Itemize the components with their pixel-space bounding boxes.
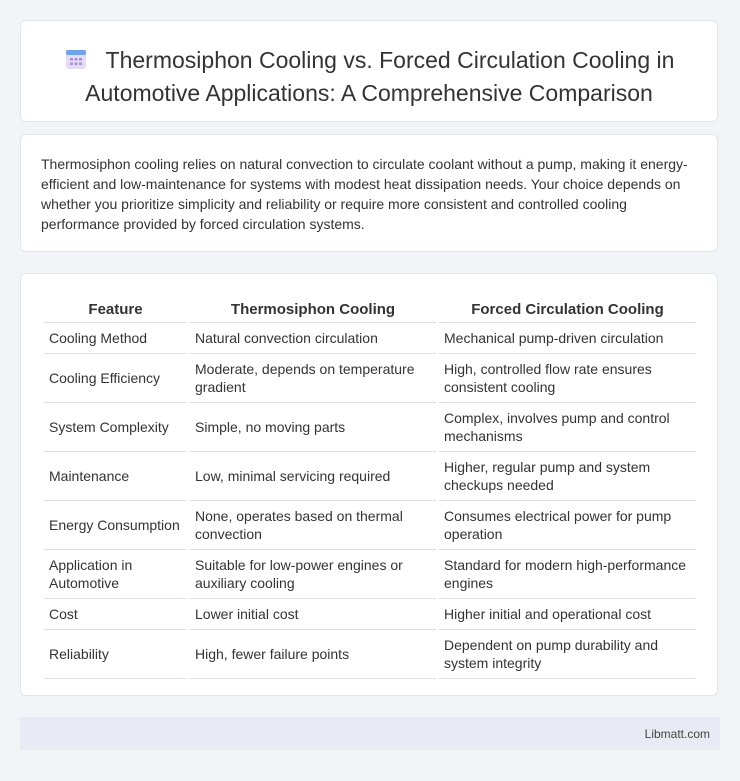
- thermosiphon-cell: None, operates based on thermal convection: [190, 500, 436, 549]
- table-row: [44, 629, 696, 679]
- forced-circulation-cell: High, controlled flow rate ensures consistent cooling: [439, 353, 696, 402]
- thermosiphon-cell: Natural convection circulation: [190, 322, 436, 353]
- thermosiphon-cell: Simple, no moving parts: [190, 402, 436, 451]
- page-title-text: Thermosiphon Cooling vs. Forced Circulation Cooling in Automotive Applications: A Comprehensive Comparison: [85, 47, 675, 106]
- forced-circulation-cell: Standard for modern high-performance engines: [439, 549, 696, 598]
- feature-cell: Energy Consumption: [44, 500, 187, 549]
- intro-paragraph: Thermosiphon cooling relies on natural convection to circulate coolant without a pump, making it energy-efficient and low-maintenance for systems with modest heat dissipation needs. Your choice depends on whether you prioritize simplicity and reliability or require more consistent and controlled cooling performance provided by forced circulation systems.: [41, 156, 688, 232]
- forced-circulation-cell: Mechanical pump-driven circulation: [439, 322, 696, 353]
- feature-cell: Reliability: [44, 629, 187, 679]
- feature-cell: System Complexity: [44, 402, 187, 451]
- forced-circulation-cell: Consumes electrical power for pump operation: [439, 500, 696, 549]
- column-header-feature: Feature: [88, 300, 143, 318]
- feature-cell: Cost: [44, 598, 187, 629]
- thermosiphon-cell: Moderate, depends on temperature gradient: [190, 353, 436, 402]
- thermosiphon-cell: High, fewer failure points: [190, 629, 436, 679]
- feature-cell: Application in Automotive: [44, 549, 187, 598]
- forced-circulation-cell: Higher initial and operational cost: [439, 598, 696, 629]
- comparison-table: [41, 294, 699, 679]
- comparison-card: [20, 273, 718, 696]
- table-row: [44, 500, 696, 549]
- forced-circulation-cell: Dependent on pump durability and system integrity: [439, 629, 696, 679]
- table-row: [44, 549, 696, 598]
- footer-source-link[interactable]: Libmatt.com: [644, 727, 710, 741]
- feature-cell: Maintenance: [44, 451, 187, 500]
- title-card: [20, 20, 718, 122]
- feature-cell: Cooling Efficiency: [44, 353, 187, 402]
- page-title: [21, 21, 717, 108]
- column-header-thermosiphon: Thermosiphon Cooling: [230, 300, 396, 318]
- column-header-forced-circulation: Forced Circulation Cooling: [471, 300, 664, 318]
- table-row: [44, 598, 696, 629]
- table-row: [44, 353, 696, 402]
- table-row: [44, 402, 696, 451]
- calendar-grid-icon: [64, 47, 88, 78]
- forced-circulation-cell: Complex, involves pump and control mechanisms: [439, 402, 696, 451]
- thermosiphon-cell: Suitable for low-power engines or auxiliary cooling: [190, 549, 436, 598]
- forced-circulation-cell: Higher, regular pump and system checkups needed: [439, 451, 696, 500]
- table-header-row: [44, 294, 696, 322]
- intro-card: [20, 134, 718, 252]
- feature-cell: Cooling Method: [44, 322, 187, 353]
- thermosiphon-cell: Low, minimal servicing required: [190, 451, 436, 500]
- table-row: [44, 322, 696, 353]
- thermosiphon-cell: Lower initial cost: [190, 598, 436, 629]
- footer-bar: [20, 717, 720, 750]
- table-row: [44, 451, 696, 500]
